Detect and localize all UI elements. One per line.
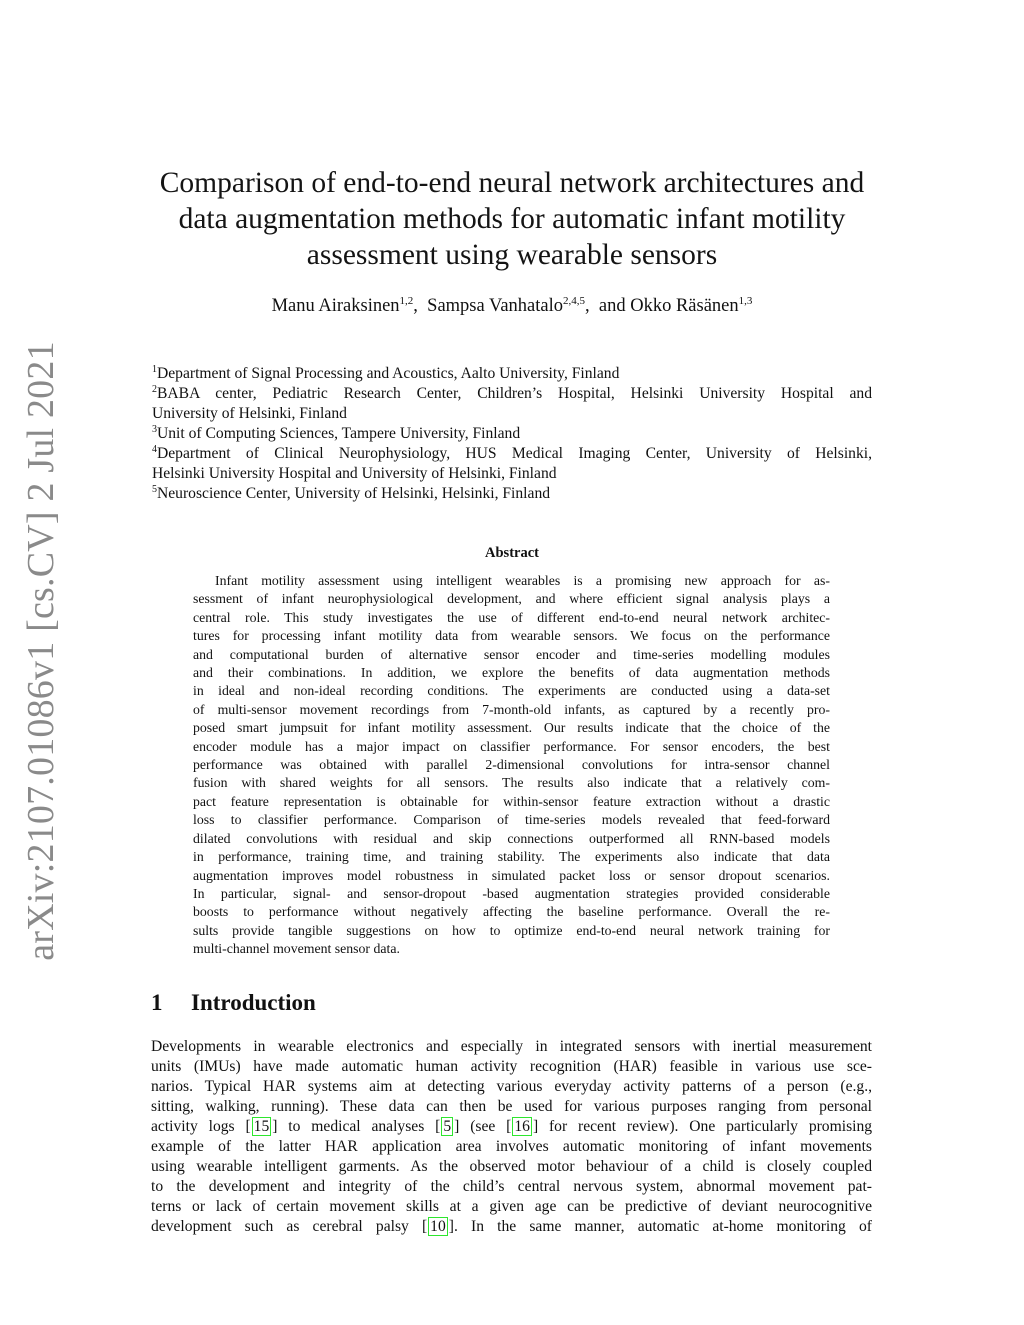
body-text: development such as cerebral palsy: [151, 1218, 409, 1236]
abstract-line: sults provide tangible suggestions on how to optimize end-to-end neural network training for: [193, 922, 830, 938]
affiliation-text: Department of Signal Processing and Acoustics, Aalto University, Finland: [157, 365, 620, 382]
body-line: sitting, walking, running). These data can then be used for various purposes ranging from personal: [151, 1098, 872, 1116]
body-text: for recent review). One particularly promising: [548, 1118, 873, 1136]
affiliation-item: [152, 424, 872, 444]
paper-title: [130, 165, 894, 273]
abstract-body: [193, 572, 830, 959]
affiliation-item: [152, 384, 872, 404]
abstract-line: fusion with shared weights for all sensors. The results also indicate that a relatively com-: [193, 775, 830, 791]
affiliation-item: [152, 444, 872, 464]
author-affiliation-marker: 1,2: [399, 295, 414, 307]
author-list: Manu Airaksinen$^{1,2}$, Sampsa Vanhatalo$^{2,4,5}$, and Okko Räsänen$^{1,3}$: [271, 295, 753, 317]
abstract-line: sessment of infant neurophysiological development, and where efficient signal analysis plays a: [193, 591, 830, 607]
affiliation-text: Neuroscience Center, University of Helsinki, Helsinki, Finland: [157, 485, 551, 502]
section-title: Introduction: [191, 990, 316, 1015]
citation-link[interactable]: 5: [443, 1118, 452, 1136]
affiliation-list: [152, 364, 872, 504]
affiliation-item: [152, 364, 872, 384]
abstract-line: boosts to performance without negatively affecting the baseline performance. Overall the re-: [193, 904, 830, 920]
body-text: activity logs: [151, 1118, 235, 1136]
abstract-line: In particular, signal- and sensor-dropout -based augmentation strategies provided considerable: [193, 885, 830, 901]
abstract-line: dilated convolutions with residual and skip connections outperformed all RNN-based models: [193, 830, 830, 846]
body-line: Developments in wearable electronics and especially in integrated sensors with inertial measurement: [151, 1038, 872, 1055]
abstract-line: augmentation improves model robustness in simulated packet loss or sensor dropout scenarios.: [193, 867, 830, 883]
abstract-line: in ideal and non-ideal recording conditions. The experiments are conducted using a data-set: [193, 683, 830, 699]
citation-link[interactable]: 10: [430, 1218, 446, 1236]
section-number: 1: [151, 990, 163, 1015]
introduction-body: [151, 1037, 872, 1237]
body-text: . In the same manner, automatic at-home monitoring of: [453, 1218, 872, 1236]
body-line-with-citations: activity logs [ 15 ] to medical analyses [ 5 ] (see [ 16 ] for recent review). One particularly promising: [151, 1118, 873, 1136]
section-heading: [151, 990, 751, 1016]
affiliation-item-continued: University of Helsinki, Finland: [152, 405, 347, 422]
affiliation-number: 2: [152, 384, 157, 395]
affiliation-text: Unit of Computing Sciences, Tampere University, Finland: [157, 425, 521, 442]
citation-link[interactable]: 15: [253, 1118, 270, 1136]
title-line: data augmentation methods for automatic infant motility: [178, 203, 846, 235]
author-name: Manu Airaksinen: [271, 296, 400, 317]
arxiv-identifier: arXiv:2107.01086v1 [cs.CV] 2 Jul 2021: [20, 341, 62, 961]
body-text: (see: [470, 1118, 496, 1136]
abstract-line: multi-channel movement sensor data.: [193, 941, 400, 957]
author-name: Sampsa Vanhatalo: [427, 296, 563, 317]
title-line: assessment using wearable sensors: [306, 239, 718, 271]
abstract-heading: Abstract: [485, 545, 539, 561]
affiliation-number: 5: [152, 484, 157, 495]
abstract-line: of multi-sensor movement recordings from 7-month-old infants, as captured by a recently pro-: [193, 701, 830, 717]
body-line: example of the latter HAR application area involves automatic monitoring of infant movements: [151, 1138, 872, 1156]
affiliation-text: Department of Clinical Neurophysiology, HUS Medical Imaging Center, University of Helsinki,: [157, 445, 872, 462]
body-line: units (IMUs) have made automatic human activity recognition (HAR) feasible in various use sce-: [151, 1058, 872, 1076]
author-affiliation-marker: 1,3: [738, 295, 753, 307]
abstract-line: in performance, training time, and training stability. The experiments also indicate that data: [193, 849, 830, 865]
body-line-with-citations: development such as cerebral palsy [ 10 ]. In the same manner, automatic at-home monitoring of: [151, 1218, 872, 1236]
abstract-line: Infant motility assessment using intelligent wearables is a promising new approach for as-: [215, 573, 830, 588]
abstract-line: and computational burden of alternative sensor encoder and time-series modelling modules: [193, 646, 830, 662]
body-text: to medical analyses: [288, 1118, 425, 1136]
affiliation-item-continued: Helsinki University Hospital and University of Helsinki, Finland: [152, 465, 557, 482]
affiliation-number: 1: [152, 364, 157, 375]
abstract-line: pact feature representation is obtainable for within-sensor feature extraction without a drastic: [193, 793, 830, 809]
abstract-line: and their combinations. In addition, we explore the benefits of data augmentation methods: [193, 665, 830, 681]
affiliation-number: 4: [152, 444, 157, 455]
affiliation-number: 3: [152, 424, 157, 435]
abstract-line: central role. This study investigates the use of different end-to-end neural network architec-: [193, 609, 830, 625]
arxiv-sidebar: [6, 341, 76, 961]
body-line: narios. Typical HAR systems aim at detecting various everyday activity patterns of a person (e.g.,: [151, 1078, 872, 1096]
title-line: Comparison of end-to-end neural network architectures and: [159, 167, 865, 199]
body-line: to the development and integrity of the child’s central nervous system, abnormal movement pat-: [151, 1178, 872, 1196]
citation-link[interactable]: 16: [514, 1118, 530, 1136]
abstract-line: performance was obtained with parallel 2-dimensional convolutions for intra-sensor channel: [193, 757, 830, 773]
abstract-line: loss to classifier performance. Comparison of time-series models revealed that feed-forward: [193, 812, 830, 828]
abstract-line: encoder module has a major impact on classifier performance. For sensor encoders, the best: [193, 738, 830, 754]
affiliation-item: [152, 484, 872, 504]
author-name: and Okko Räsänen: [598, 296, 739, 317]
author-affiliation-marker: 2,4,5: [563, 295, 585, 307]
abstract-line: posed smart jumpsuit for infant motility assessment. Our results indicate that the choice of the: [193, 720, 830, 736]
affiliation-text: BABA center, Pediatric Research Center, Children’s Hospital, Helsinki University Hospital and: [157, 385, 872, 402]
body-line: terns or lack of certain movement skills at a given age can be predictive of deviant neurocognitive: [151, 1198, 872, 1216]
abstract-line: tures for processing infant motility data from wearable sensors. We focus on the performance: [193, 628, 830, 644]
body-line: using wearable intelligent garments. As the observed motor behaviour of a child is closely coupled: [151, 1158, 872, 1176]
